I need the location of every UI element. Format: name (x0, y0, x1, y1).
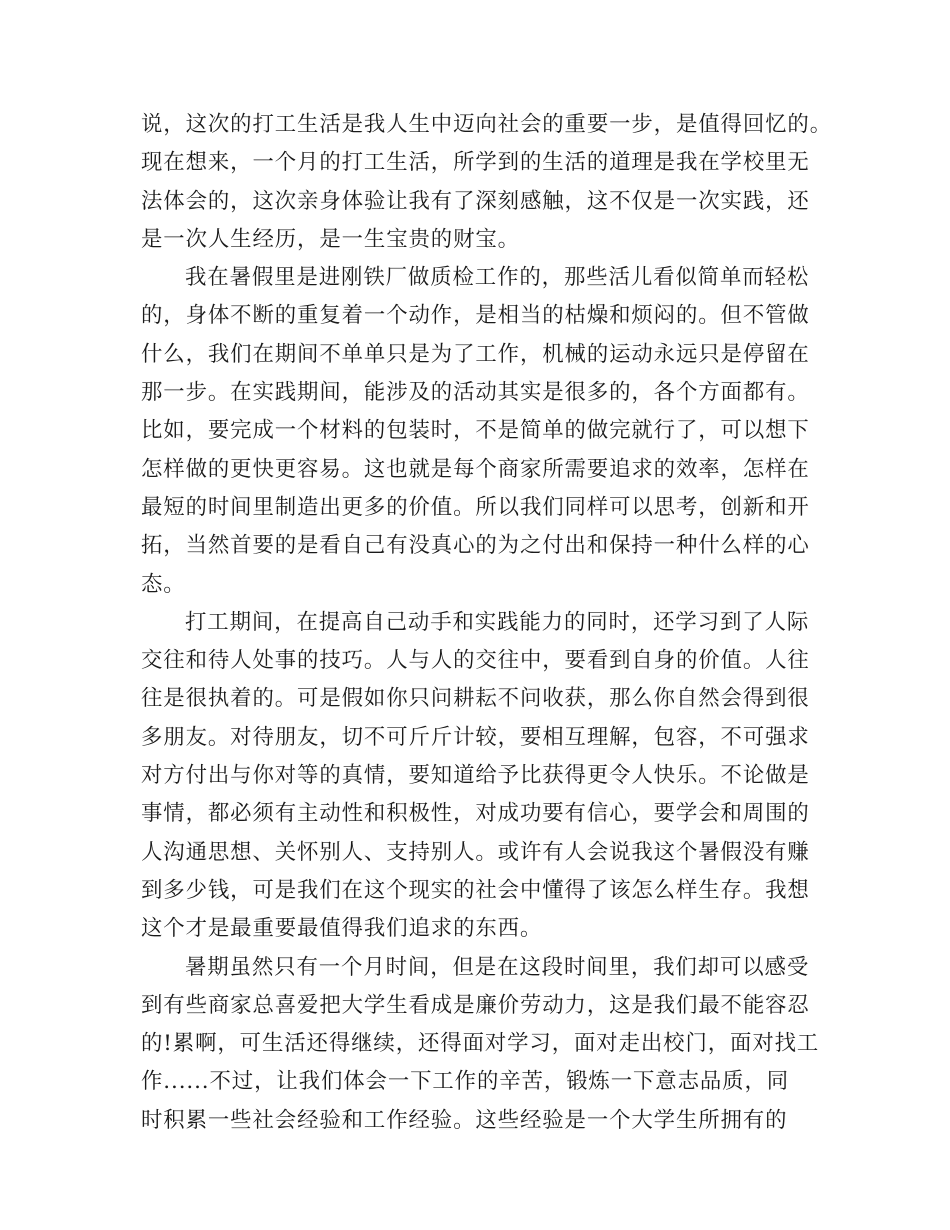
paragraph (141, 106, 833, 259)
text-line: 拓，当然首要的是看自己有没真心的为之付出和保持一种什么样的心 (141, 533, 810, 559)
text-line: 我在暑假里是进刚铁厂做质检工作的，那些活儿看似简单而轻松 (185, 265, 810, 291)
text-line: 现在想来，一个月的打工生活，所学到的生活的道理是我在学校里无 (141, 150, 810, 176)
text-line: 的，身体不断的重复着一个动作，是相当的枯燥和烦闷的。但不管做 (141, 303, 810, 329)
text-line: 到多少钱，可是我们在这个现实的社会中懂得了该怎么样生存。我想 (141, 877, 810, 903)
text-line: 什么，我们在期间不单单只是为了工作，机械的运动永远只是停留在 (141, 341, 810, 367)
text-line: 暑期虽然只有一个月时间，但是在这段时间里，我们却可以感受 (185, 954, 810, 980)
text-line: 往是很执着的。可是假如你只问耕耘不问收获，那么你自然会得到很 (141, 686, 810, 712)
text-line: 事情，都必须有主动性和积极性，对成功要有信心，要学会和周围的 (141, 801, 810, 827)
text-line: 作......不过，让我们体会一下工作的辛苦，锻炼一下意志品质，同 (141, 1069, 790, 1095)
text-line: 时积累一些社会经验和工作经验。这些经验是一个大学生所拥有的 (141, 1107, 788, 1133)
text-line: 交往和待人处事的技巧。人与人的交往中，要看到自身的价值。人往 (141, 648, 810, 674)
text-line: 那一步。在实践期间，能涉及的活动其实是很多的，各个方面都有。 (141, 380, 810, 406)
paragraph (141, 604, 811, 949)
text-line: 说，这次的打工生活是我人生中迈向社会的重要一步，是值得回忆的。 (141, 112, 833, 137)
text-line: 多朋友。对待朋友，切不可斤斤计较，要相互理解，包容，不可强求 (141, 724, 810, 750)
text-line: 态。 (141, 571, 186, 597)
paragraph (141, 259, 811, 604)
body-text (141, 106, 833, 1140)
text-line: 是一次人生经历，是一生宝贵的财宝。 (141, 226, 520, 252)
paragraph (141, 949, 820, 1140)
text-line: 打工期间，在提高自己动手和实践能力的同时，还学习到了人际 (185, 609, 810, 635)
text-line: 怎样做的更快更容易。这也就是每个商家所需要追求的效率，怎样在 (141, 456, 810, 482)
text-line: 法体会的，这次亲身体验让我有了深刻感触，这不仅是一次实践，还 (141, 188, 810, 214)
text-line: 的!累啊，可生活还得继续，还得面对学习，面对走出校门，面对找工 (141, 1031, 820, 1057)
text-line: 到有些商家总喜爱把大学生看成是廉价劳动力，这是我们最不能容忍 (141, 992, 810, 1018)
text-line: 人沟通思想、关怀别人、支持别人。或许有人会说我这个暑假没有赚 (141, 839, 810, 865)
text-line: 比如，要完成一个材料的包装时，不是简单的做完就行了，可以想下 (141, 418, 810, 444)
text-line: 最短的时间里制造出更多的价值。所以我们同样可以思考，创新和开 (141, 494, 810, 520)
text-line: 这个才是最重要最值得我们追求的东西。 (141, 916, 543, 942)
text-line: 对方付出与你对等的真情，要知道给予比获得更令人快乐。不论做是 (141, 763, 810, 789)
